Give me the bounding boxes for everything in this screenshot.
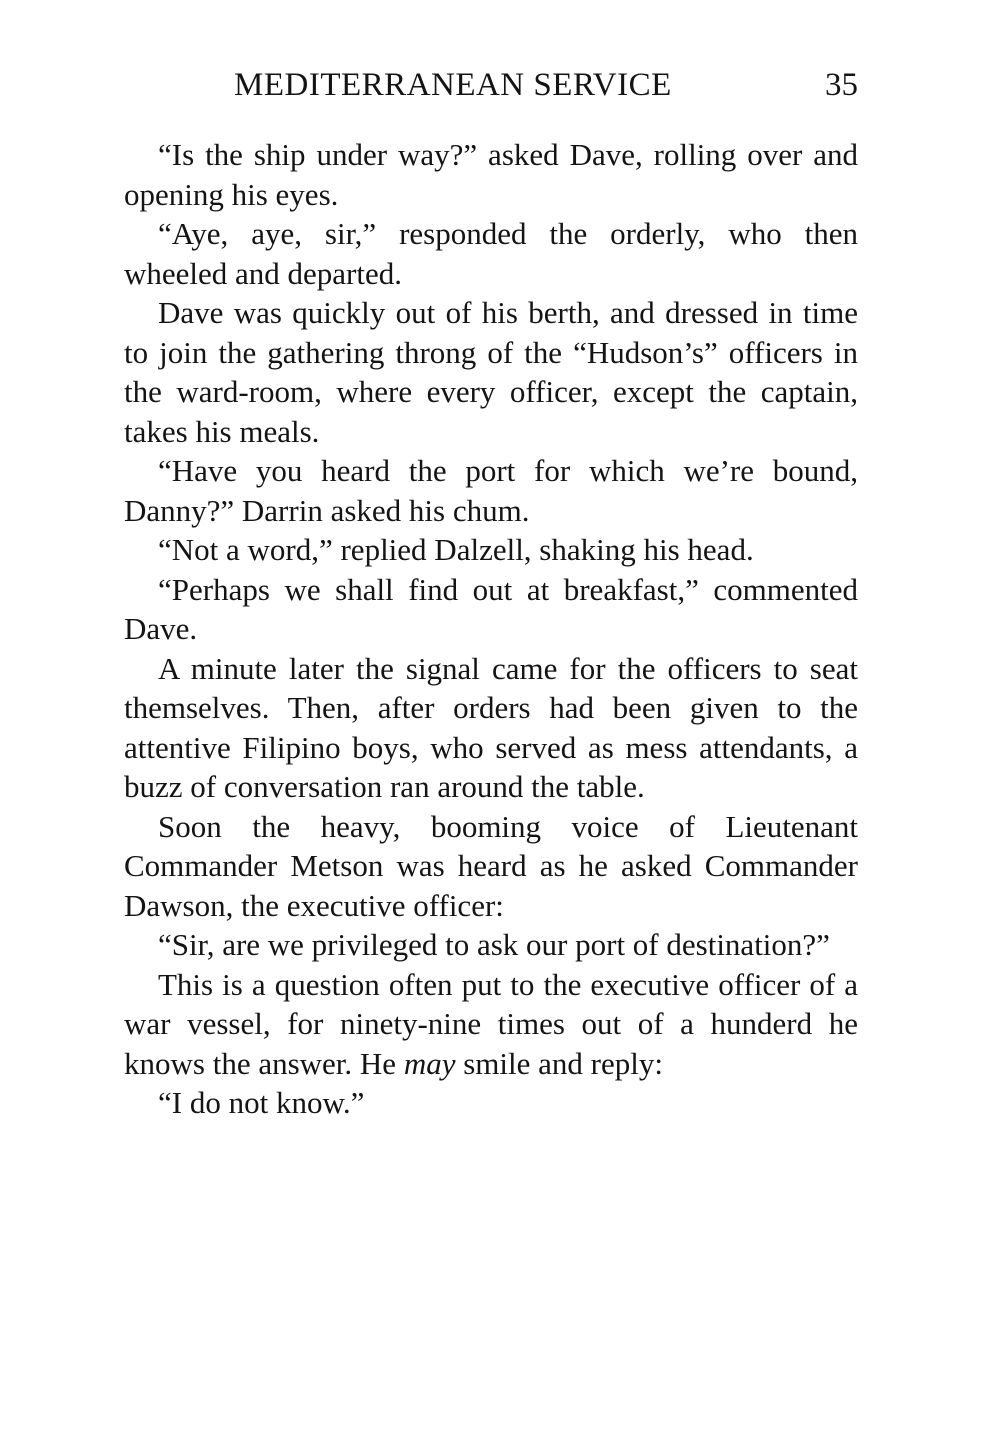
paragraph: “Is the ship under way?” asked Dave, rolling over and opening his eyes. [124, 137, 858, 212]
paragraph: Dave was quickly out of his berth, and dressed in time to join the gathering throng of the “Hudson’s” officers in the ward-room, where every officer, except the captain, takes his meals. [124, 295, 858, 449]
page-number: 35 [825, 67, 858, 103]
paragraph: Soon the heavy, booming voice of Lieutenant Commander Metson was heard as he asked Commander Dawson, the executive officer: [124, 808, 858, 923]
paragraph: “Sir, are we privileged to ask our port of destination?” [158, 927, 830, 962]
paragraph-text: This is a question often put to the executive officer of a war vessel, for ninety-nine times out of a hunderd he knows the answer. He [124, 966, 858, 1081]
running-head [124, 60, 858, 110]
emphasized-word: may [403, 1045, 456, 1081]
paragraph [124, 965, 858, 1084]
paragraph: “Perhaps we shall find out at breakfast,” commented Dave. [124, 571, 858, 646]
paragraph-text: smile and reply: [455, 1045, 663, 1081]
paragraph: “Not a word,” replied Dalzell, shaking his head. [158, 532, 754, 567]
book-page [124, 60, 858, 1123]
paragraph: A minute later the signal came for the officers to seat themselves. Then, after orders had been given to the attentive Filipino boys, who served as mess attendants, a buzz of conversation ran around the table. [124, 650, 858, 804]
paragraph: “I do not know.” [158, 1085, 365, 1120]
paragraph: “Have you heard the port for which we’re bound, Danny?” Darrin asked his chum. [124, 453, 858, 528]
paragraph: “Aye, aye, sir,” responded the orderly, who then wheeled and departed. [124, 216, 858, 291]
running-title: MEDITERRANEAN SERVICE [234, 67, 672, 103]
body-text [124, 135, 858, 1123]
